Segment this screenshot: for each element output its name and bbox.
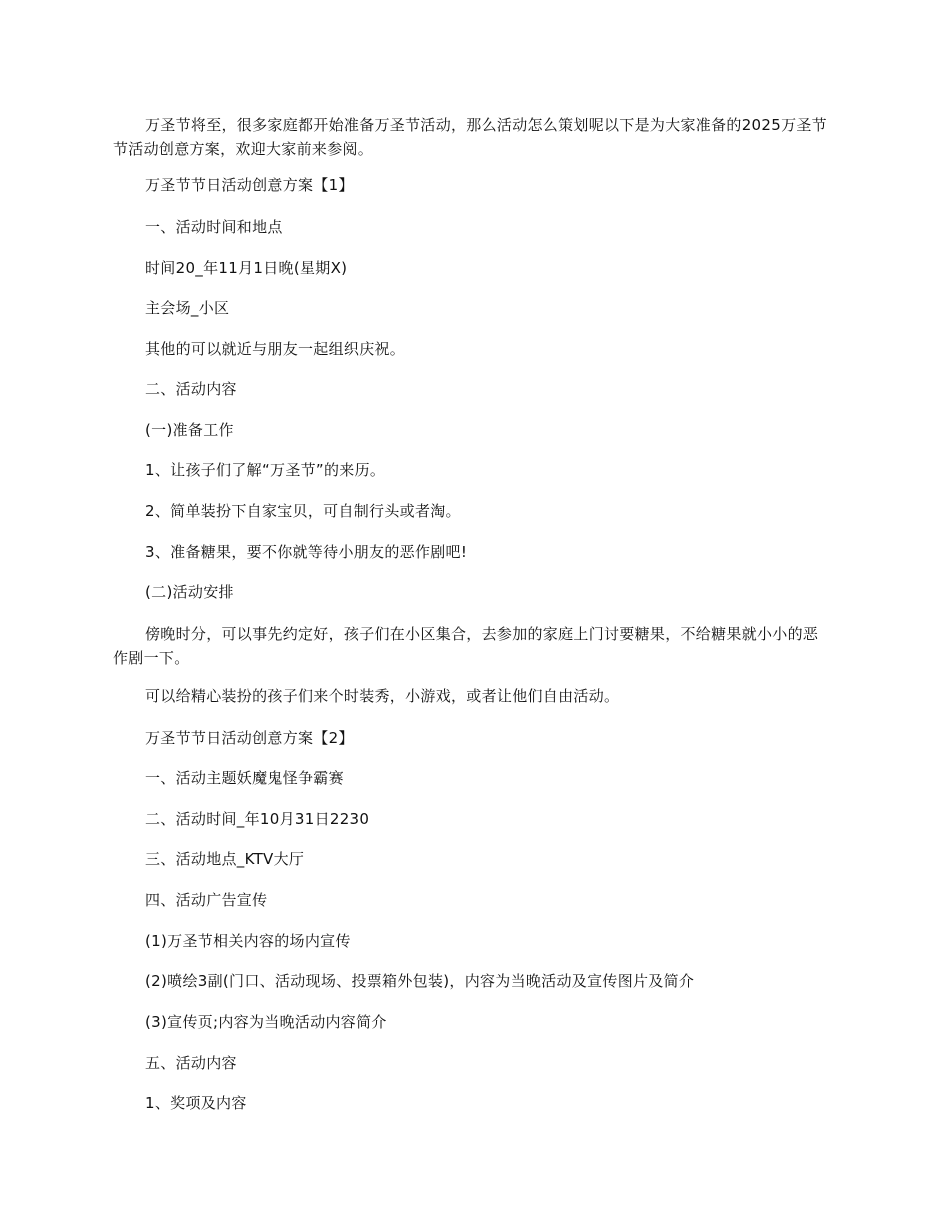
plan2-content-heading: 五、活动内容 [145,1054,237,1072]
plan2-title: 万圣节节日活动创意方案【2】 [145,729,354,747]
intro-paragraph: 万圣节将至，很多家庭都开始准备万圣节活动，那么活动怎么策划呢以下是为大家准备的2025万圣节节活动创意方案，欢迎大家前来参阅。 [113,116,827,158]
plan1-prep-heading: (一)准备工作 [145,421,234,439]
plan1-arrange-paragraph-1: 傍晚时分，可以事先约定好，孩子们在小区集合，去参加的家庭上门讨要糖果，不给糖果就小小的恶作剧一下。 [113,625,819,667]
plan1-arrange-heading: (二)活动安排 [145,583,234,601]
plan2-ad-item-3: (3)宣传页;内容为当晚活动内容简介 [145,1013,387,1031]
plan1-title: 万圣节节日活动创意方案【1】 [145,176,354,194]
plan1-prep-item-2: 2、简单装扮下自家宝贝，可自制行头或者淘。 [145,502,461,520]
plan1-arrange-paragraph-2: 可以给精心装扮的孩子们来个时装秀，小游戏，或者让他们自由活动。 [145,687,620,705]
plan1-prep-item-3: 3、准备糖果，要不你就等待小朋友的恶作剧吧! [145,543,468,561]
plan2-ad-item-1: (1)万圣节相关内容的场内宣传 [145,932,351,950]
plan2-theme: 一、活动主题妖魔鬼怪争霸赛 [145,769,344,787]
plan2-ad-heading: 四、活动广告宣传 [145,891,268,909]
plan1-others: 其他的可以就近与朋友一起组织庆祝。 [145,340,406,358]
plan2-ad-item-2: (2)喷绘3副(门口、活动现场、投票箱外包装)，内容为当晚活动及宣传图片及简介 [145,972,695,990]
plan2-time: 二、活动时间_年10月31日2230 [145,810,370,828]
plan2-place: 三、活动地点_KTV大厅 [145,850,305,868]
plan1-section2-heading: 二、活动内容 [145,380,237,398]
plan1-section1-heading: 一、活动时间和地点 [145,218,283,236]
plan1-prep-item-1: 1、让孩子们了解“万圣节”的来历。 [145,461,386,479]
plan2-awards-heading: 1、奖项及内容 [145,1094,247,1112]
plan1-time: 时间20_年11月1日晚(星期X) [145,259,348,277]
plan1-venue: 主会场_小区 [145,299,230,317]
